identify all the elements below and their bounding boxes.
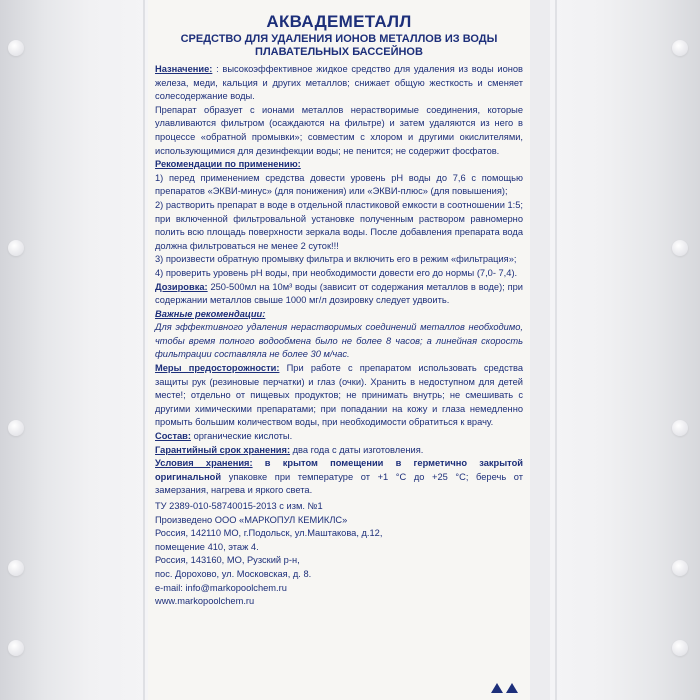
precautions-text: При работе с препаратом использовать средства защиты рук (резиновые перчатки) и глаз (очки). Хранить в недоступном для детей месте!; отдельно от пищевых продуктов; не принимать внутрь; не смешивать с другими химическими препаратами; при попадании на кожу и глаза немедленно промыть большим количеством воды, при необходимости обратиться к врачу.	[155, 363, 523, 428]
shelf-life-heading: Гарантийный срок хранения:	[155, 444, 291, 455]
footer-line: ТУ 2389-010-58740015-2013 с изм. №1	[155, 501, 323, 511]
footer-line: Россия, 142110 МО, г.Подольск, ул.Маштакова, д.12,	[155, 528, 383, 539]
product-subtitle	[155, 33, 523, 59]
subtitle-line: ПЛАВАТЕЛЬНЫХ БАССЕЙНОВ	[255, 46, 423, 58]
product-label	[148, 0, 530, 700]
usage-step: 2) растворить препарат в воде в отдельной пластиковой емкости в соотношении 1:5; при включенной фильтровальной установке полученным раствором равномерно полить всю площадь поверхности зеркала воды. После добавления препарата вода должна фильтроваться не менее 2 суток!!!	[155, 199, 523, 251]
usage-step: 1) перед применением средства довести уровень pH воды до 7,6 с помощью препаратов «ЭКВИ-минус» (для понижения) или «ЭКВИ-плюс» (для повышения);	[155, 172, 523, 197]
dosage-text: 250-500мл на 10м³ воды (зависит от содержания металлов в воде); при содержании металлов свыше 1000 мг/л дозировку следует удвоить.	[155, 281, 523, 306]
important-text: Для эффективного удаления нерастворимых соединений металлов необходимо, чтобы время полного водообмена было не более 8 часов; а линейная скорость фильтрации составляла не более 30 м/час.	[155, 322, 523, 360]
composition-text: органические кислоты.	[190, 431, 293, 442]
storage-section	[155, 457, 523, 498]
purpose-heading: Назначение:	[155, 64, 213, 74]
storage-heading: Условия хранения:	[155, 458, 253, 469]
footer-email: e-mail: info@markopoolchem.ru	[155, 582, 287, 593]
storage-text-bold: в крытом помещении в герметично закрытой оригинальной	[155, 458, 524, 482]
storage-text: упаковке при температуре от +1 °С до +25 °С; беречь от замерзания, нагрева и яркого света.	[155, 471, 523, 496]
bottle-right-side	[550, 0, 700, 700]
usage-step: 3) произвести обратную промывку фильтра и включить его в режим «фильтрация»;	[155, 254, 517, 265]
product-title: АКВАДЕМЕТАЛЛ	[266, 12, 412, 31]
purpose-section	[155, 63, 523, 104]
bottle-seam-right	[555, 0, 557, 700]
description-text: Препарат образует с ионами металлов нерастворимые соединения, которые улавливаются фильтром (осаждаются на фильтре) и затем удаляются из него в процессе «обратной промывки»; совместим с хлором и другими окислителями, использующимися для дезинфекции воды; не пенится; не содержит фосфатов.	[155, 104, 523, 156]
precautions-heading: Меры предосторожности:	[155, 363, 280, 374]
shelf-life-section	[155, 444, 523, 458]
footer-website: www.markopoolchem.ru	[155, 596, 255, 607]
usage-heading: Рекомендации по применению:	[155, 159, 301, 170]
composition-heading: Состав:	[155, 431, 191, 442]
composition-section	[155, 430, 523, 444]
brand-mark-icon	[491, 683, 503, 693]
shelf-life-text: два года с даты изготовления.	[290, 444, 424, 455]
footer-line: пос. Дорохово, ул. Московская, д. 8.	[155, 568, 312, 579]
dosage-heading: Дозировка:	[155, 281, 208, 292]
footer-line: помещение 410, этаж 4.	[155, 541, 259, 552]
brand-mark-icon	[506, 683, 518, 693]
precautions-section	[155, 362, 523, 430]
usage-step: 4) проверить уровень pH воды, при необходимости довести его до нормы (7,0- 7,4).	[155, 267, 518, 278]
important-heading: Важные рекомендации:	[155, 308, 266, 319]
footer-line: Россия, 143160, МО, Рузский р-н,	[155, 555, 300, 566]
dosage-section	[155, 281, 523, 308]
manufacturer-info	[155, 500, 523, 609]
bottle-seam-left	[143, 0, 145, 700]
bottle-left-side	[0, 0, 150, 700]
footer-line: Произведено ООО «МАРКОПУЛ КЕМИКЛС»	[155, 514, 348, 525]
subtitle-line: СРЕДСТВО ДЛЯ УДАЛЕНИЯ ИОНОВ МЕТАЛЛОВ ИЗ ВОДЫ	[180, 33, 498, 45]
purpose-text: : высокоэффективное жидкое средство для удаления из воды ионов железа, меди, кальция и других металлов; снижает общую жесткость и сменяет солесодержание воды.	[155, 64, 523, 102]
